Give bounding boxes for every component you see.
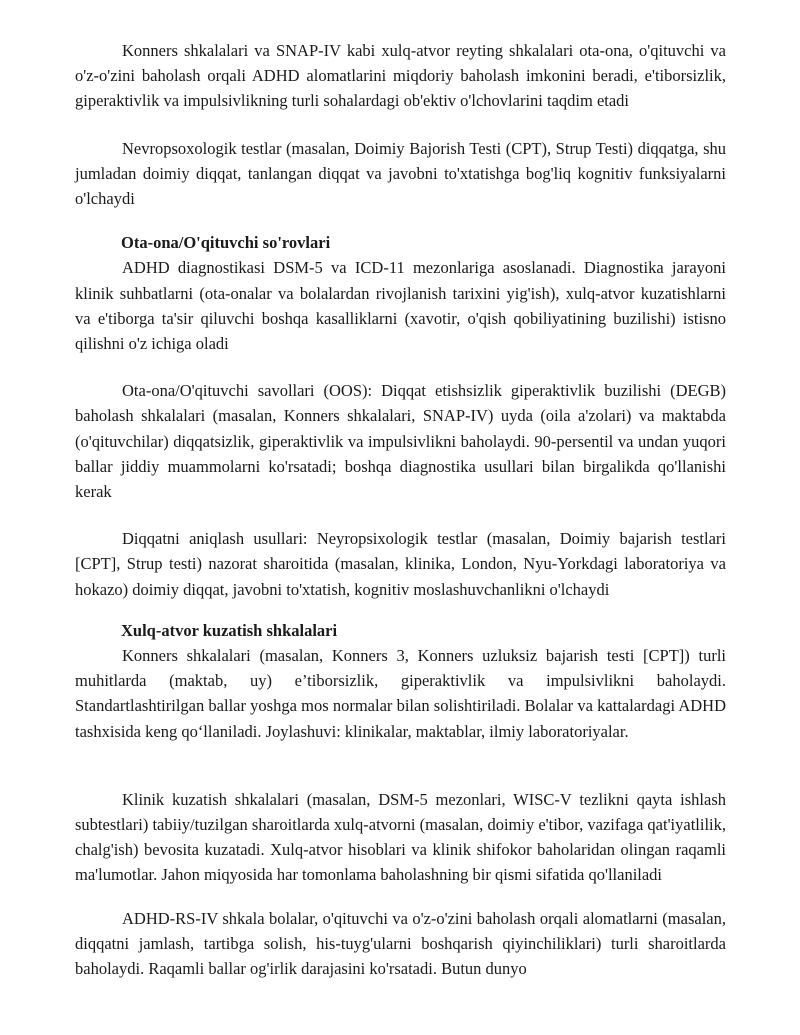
paragraph-attention-methods: Diqqatni aniqlash usullari: Neyropsixologik testlar (masalan, Doimiy bajarish testlari [CPT], Strup testi) nazorat sharoitida (masalan, klinika, London, Nyu-Yorkdagi laboratoriya va hokazo) doimiy diqqat, javobni to'xtatish, kognitiv moslashuvchanlikni o'lchaydi: [75, 529, 726, 599]
document-page: [75, 38, 726, 981]
section-heading-surveys: Ota-ona/O'qituvchi so'rovlari: [121, 233, 331, 253]
paragraph-neuropsych-tests: Nevropsoxologik testlar (masalan, Doimiy Bajorish Testi (CPT), Strup Testi) diqqatga, shu jumladan doimiy diqqat, tanlangan diqqat va javobni to'xtatishga bog'liq kognitiv funksiyalarni o'lchaydi: [75, 138, 726, 209]
paragraph-clinical-observation: Klinik kuzatish shkalalari (masalan, DSM-5 mezonlari, WISC-V tezlikni qayta ishlash subtestlari) tabiiy/tuzilgan sharoitlarda xulq-atvorni (masalan, doimiy e'tibor, vazifaga qat'iyatlilik, chalg'ish) bevosita kuzatadi. Xulq-atvor hisoblari va klinik shifokor baholaridan olingan raqamli ma'lumotlar. Jahon miqyosida har tomonlama baholashning bir qismi sifatida qo'llaniladi: [75, 789, 726, 885]
paragraph-parent-teacher-questions: Ota-ona/O'qituvchi savollari (OOS): Diqqat etishsizlik giperaktivlik buzilishi (DEGB) baholash shkalalari (masalan, Konners shkalalari, SNAP-IV) uyda (oila a'zolari) va maktabda (o'qituvchilar) diqqatsizlik, giperaktivlik va impulsivlikni baholaydi. 90-persentil va undan yuqori ballar jiddiy muammolarni ko'rsatadi; boshqa diagnostika usullari bilan birgalikda qo'llanishi kerak: [75, 381, 726, 502]
section-heading-observation-scales: Xulq-atvor kuzatish shkalalari: [121, 620, 338, 640]
paragraph-diagnostics: ADHD diagnostikasi DSM-5 va ICD-11 mezonlariga asoslanadi. Diagnostika jarayoni klinik suhbatlarni (ota-onalar va bolalardan rivojlanish tarixini yig'ish), xulq-atvor kuzatishlarni va e'tiborga ta'sir qiluvchi boshqa kasalliklarni (xavotir, o'qish qobiliyatining buzilishi) istisno qilishni o'z ichiga oladi: [75, 258, 726, 354]
paragraph-conners-scales: Konners shkalalari (masalan, Konners 3, Konners uzluksiz bajarish testi [CPT]) turli muhitlarda (maktab, uy) e’tiborsizlik, giperaktivlik va impulsivlikni baholaydi. Standartlashtirilgan ballar yoshga mos normalar bilan solishtiriladi. Bolalar va kattalardagi ADHD tashxisida keng qo‘llaniladi. Joylashuvi: klinikalar, maktablar, ilmiy laboratoriyalar.: [75, 646, 726, 741]
paragraph-rating-scales: Konners shkalalari va SNAP-IV kabi xulq-atvor reyting shkalalari ota-ona, o'qituvchi va o'z-o'zini baholash orqali ADHD alomatlarini miqdoriy baholash imkonini beradi, e'tiborsizlik, giperaktivlik va impulsivlikning turli sohalardagi ob'ektiv o'lchovlarini taqdim etadi: [75, 41, 726, 111]
paragraph-adhd-rs-iv: ADHD-RS-IV shkala bolalar, o'qituvchi va o'z-o'zini baholash orqali alomatlarni (masalan, diqqatni jamlash, tartibga solish, his-tuyg'ularni boshqarish qiyinchiliklari) turli sharoitlarda baholaydi. Raqamli ballar og'irlik darajasini ko'rsatadi. Butun dunyo: [75, 908, 726, 979]
